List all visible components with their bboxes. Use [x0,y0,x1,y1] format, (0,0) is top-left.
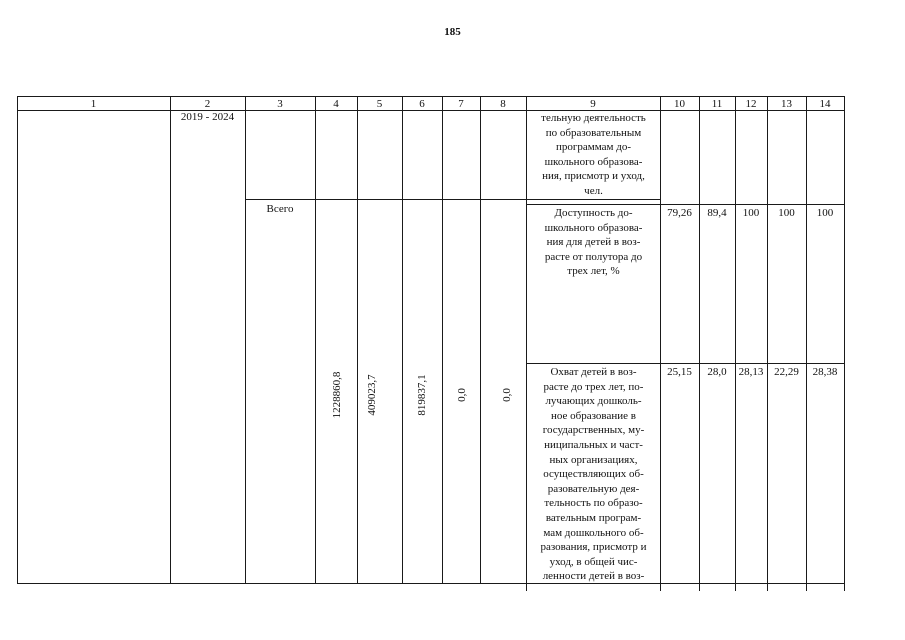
funding-col4-value: 1228860,8 [331,371,343,419]
value-col14: 28,38 [812,366,838,378]
value-col12: 100 [742,207,760,219]
indicator-line: расте до трех лет, по- [543,380,644,393]
indicator-line: уход, в общей чис- [549,555,638,568]
col-border-13 [806,96,807,591]
column-header-12: 12 [745,98,757,110]
page-number: 185 [444,26,461,38]
indicator-line: ния для детей в воз- [546,236,641,249]
value-col14: 100 [816,207,834,219]
indicator-line: тельную деятельность [541,112,646,124]
funding-col8-value: 0,0 [501,388,513,402]
indicator-line: школьного образова- [544,221,643,234]
indicator-line: трех лет, % [567,265,620,278]
indicator-line: разовательную дея- [547,482,640,495]
indicator-text [527,206,660,279]
col-border-11 [735,96,736,591]
indicator-line: Охват детей в воз- [550,366,637,378]
indicator-line: государственных, му- [542,424,645,437]
row-separator-a [245,199,661,200]
indicator-line: чел. [584,184,603,197]
value-col12: 28,13 [738,366,764,378]
funding-col5-value: 409023,7 [366,374,378,416]
indicator-line: ных организациях, [549,453,638,466]
col-border-4 [357,96,358,584]
column-header-4: 4 [333,98,339,110]
indicator-line: осуществляющих об- [543,468,644,481]
indicator-line: вательным програм- [545,511,642,524]
column-header-13: 13 [781,98,792,110]
indicator-line: разования, присмотр и [540,541,647,554]
indicator-line: по образовательным [545,126,642,139]
column-header-7: 7 [458,98,464,110]
total-label: Всего [266,203,294,215]
col-border-3 [315,96,316,584]
row-separator-b [526,204,844,205]
value-col13: 22,29 [774,366,799,378]
column-header-3: 3 [277,98,283,110]
funding-col7-value: 0,0 [456,388,468,402]
indicator-line: ния, присмотр и уход, [542,170,645,183]
column-header-6: 6 [419,98,425,110]
col-border-9 [660,96,661,591]
indicator-line: мам дошкольного об- [543,526,644,539]
indicator-line: ленности детей в воз- [542,570,645,583]
row-separator-c [526,363,844,364]
column-header-9: 9 [590,98,596,110]
indicator-line: расте от полутора до [544,250,643,263]
indicator-line: лучающих дошколь- [545,395,642,408]
indicator-line: школьного образова- [544,155,643,168]
col-border-7 [480,96,481,584]
column-header-2: 2 [204,98,211,110]
indicator-line: Доступность до- [554,207,633,219]
col-border-12 [767,96,768,591]
indicator-text [527,365,660,584]
column-header-1: 1 [90,98,97,110]
column-header-14: 14 [819,98,831,110]
indicator-line: программам до- [556,141,631,154]
indicator-line: ниципальных и част- [544,438,643,451]
column-header-8: 8 [500,98,506,110]
value-col10: 25,15 [667,366,692,378]
col-border-5 [402,96,403,584]
indicator-line: ное образование в [551,409,636,422]
value-col11: 89,4 [707,207,727,219]
period-cell: 2019 - 2024 [180,111,235,123]
column-header-11: 11 [711,98,723,110]
col-border-1 [170,96,171,584]
col-border-0 [17,96,18,584]
col-border-14 [844,96,845,591]
col-border-2 [245,96,246,584]
col-border-10 [699,96,700,591]
col-border-6 [442,96,443,584]
column-header-10: 10 [674,98,685,110]
value-col11: 28,0 [707,366,727,378]
indicator-line: тельность по образо- [544,497,643,510]
value-col10: 79,26 [667,207,692,219]
table-bottom-border [17,583,845,584]
column-header-5: 5 [376,98,383,110]
value-col13: 100 [778,207,795,219]
funding-col6-value: 819837,1 [416,374,428,416]
indicator-text [527,111,660,199]
